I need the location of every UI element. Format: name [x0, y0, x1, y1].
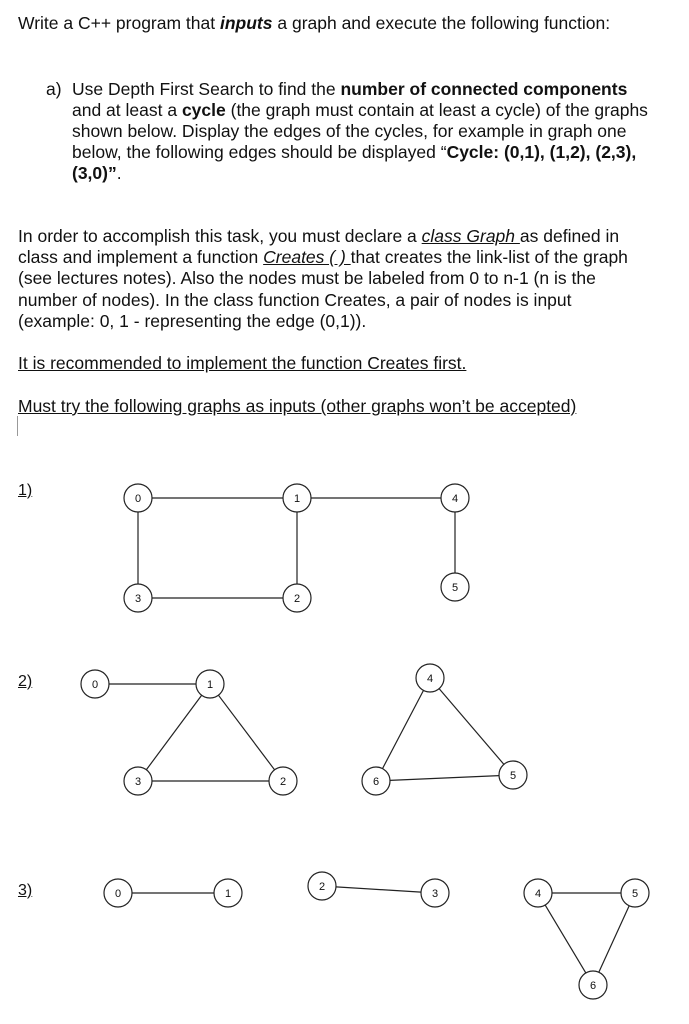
graph-2-node-5: [499, 761, 527, 789]
node-label: 6: [589, 980, 597, 992]
title-part1: Write a C++ program that: [18, 13, 220, 33]
node-label: 4: [451, 493, 459, 505]
text-span: that creates the link-list of the graph: [350, 247, 628, 268]
graph-2-edge-6-5: [390, 776, 499, 781]
graph-3-edge-2-3: [336, 887, 421, 892]
node-label: 3: [431, 888, 439, 900]
graph-3-label: 3): [18, 882, 33, 899]
graph-3-edge-5-6: [599, 906, 629, 973]
para-line: (see lectures notes). Also the nodes must be labeled from 0 to n-1 (n is the: [18, 268, 596, 289]
node-label: 5: [451, 582, 459, 594]
bold-span: number of connected components: [340, 79, 628, 99]
graph-2-node-2: [269, 767, 297, 795]
node-label: 0: [134, 493, 142, 505]
node-label: 1: [293, 493, 301, 505]
graph-2-node-1: [196, 670, 224, 698]
graph-1-node-3: [124, 584, 152, 612]
graph-2-edge-1-3: [146, 695, 201, 770]
text-span: Use Depth First Search to find the: [72, 79, 341, 99]
graph-2-node-6: [362, 767, 390, 795]
task-a-label: a): [46, 79, 62, 99]
node-label: 1: [206, 679, 214, 691]
text-span: below, the following edges should be displayed “: [72, 142, 447, 162]
graph-3-node-0: [104, 879, 132, 907]
task-a-line: shown below. Display the edges of the cycles, for example in graph one: [72, 121, 627, 141]
node-label: 2: [279, 776, 287, 788]
node-label: 4: [426, 673, 434, 685]
graph-3-node-5: [621, 879, 649, 907]
must-try-note: Must try the following graphs as inputs (other graphs won’t be accepted): [18, 396, 577, 416]
node-label: 4: [534, 888, 542, 900]
creates-function-term: Creates ( ): [263, 247, 351, 268]
para-line: (example: 0, 1 - representing the edge (0,1)).: [18, 310, 367, 331]
text-span: .: [116, 163, 122, 183]
graph-1-node-2: [283, 584, 311, 612]
graph-3-node-3: [421, 879, 449, 907]
graph-1-node-4: [441, 484, 469, 512]
text-span: as defined in: [519, 226, 620, 246]
graph-2-node-0: [81, 670, 109, 698]
bold-span: (3,0)”: [72, 163, 117, 183]
graph-2-edge-4-5: [439, 689, 504, 765]
node-label: 0: [114, 888, 122, 900]
graph-3-node-1: [214, 879, 242, 907]
title-part3: a graph and execute the following function:: [272, 13, 611, 33]
node-label: 5: [509, 770, 517, 782]
graph-2-edge-1-2: [218, 695, 274, 770]
para-line: number of nodes). In the class function Creates, a pair of nodes is input: [18, 289, 572, 310]
node-label: 2: [293, 593, 301, 605]
node-label: 5: [631, 888, 639, 900]
node-label: 0: [91, 679, 99, 691]
graph-3-node-2: [308, 872, 336, 900]
bold-span: cycle: [181, 100, 226, 120]
node-label: 3: [134, 593, 142, 605]
node-label: 3: [134, 776, 142, 788]
text-span: In order to accomplish this task, you must declare a: [18, 226, 422, 246]
recommendation-note: It is recommended to implement the function Creates first.: [18, 353, 467, 373]
node-label: 1: [224, 888, 232, 900]
title-emphasis: inputs: [220, 13, 273, 33]
graph-1-node-0: [124, 484, 152, 512]
graph-1-node-5: [441, 573, 469, 601]
bold-span: Cycle: (0,1), (1,2), (2,3),: [446, 142, 637, 162]
text-span: and at least a: [72, 100, 182, 120]
text-span: (the graph must contain at least a cycle) of the graphs: [225, 100, 648, 120]
class-graph-term: class Graph: [421, 226, 520, 246]
graph-3-edge-4-6: [545, 905, 586, 973]
graph-2-node-4: [416, 664, 444, 692]
graph-2-node-3: [124, 767, 152, 795]
text-span: class and implement a function: [18, 247, 264, 268]
graph-3-node-6: [579, 971, 607, 999]
graph-2-label: 2): [18, 673, 33, 690]
graph-3-node-4: [524, 879, 552, 907]
graph-2-edge-4-6: [383, 690, 424, 768]
graph-1-label: 1): [18, 482, 33, 499]
node-label: 6: [372, 776, 380, 788]
node-label: 2: [318, 881, 326, 893]
graph-1-node-1: [283, 484, 311, 512]
